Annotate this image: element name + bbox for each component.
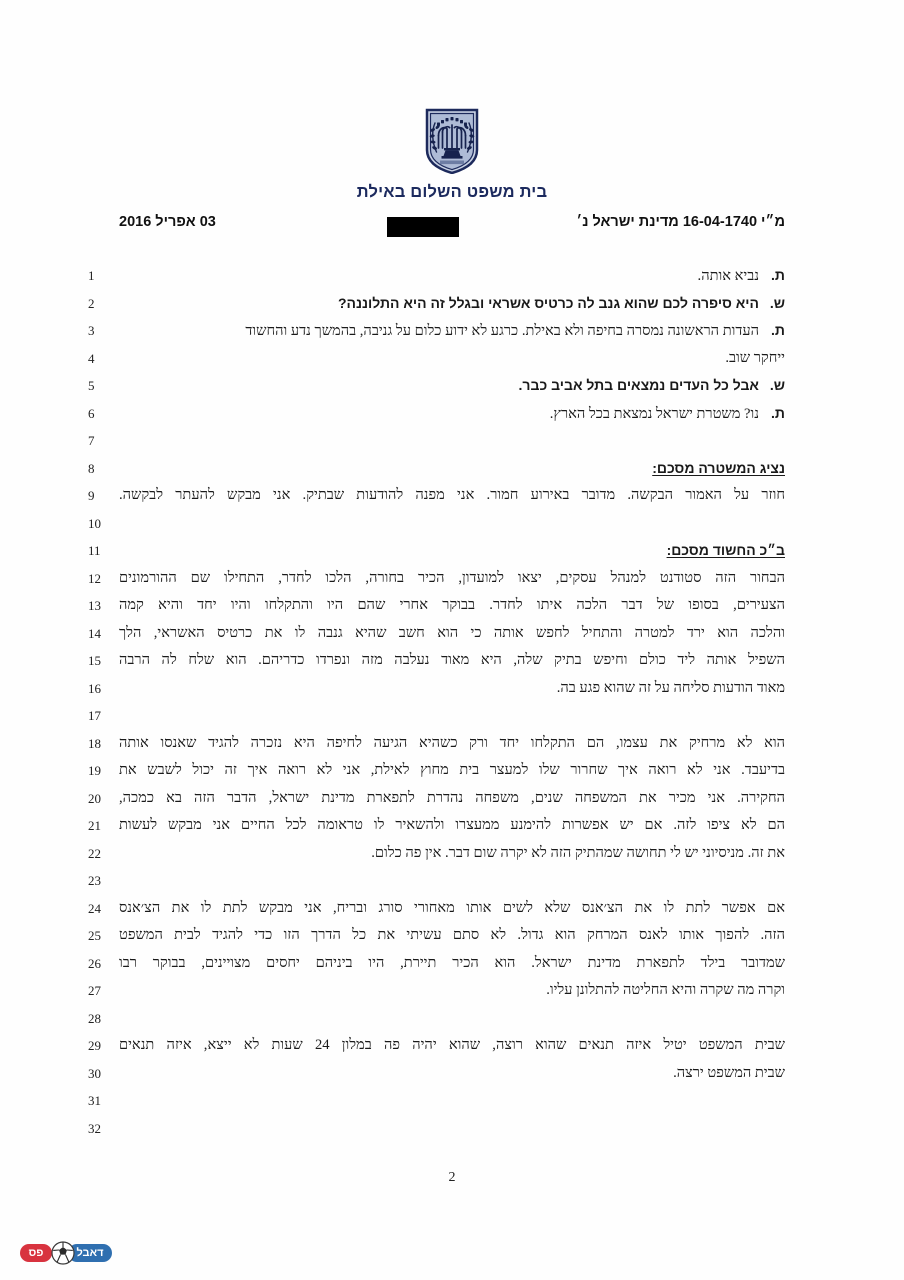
line-number: 12 — [88, 570, 101, 586]
line-number: 9 — [88, 488, 95, 503]
transcript-line — [0, 1060, 904, 1088]
line-number: 16 — [88, 680, 101, 696]
transcript-blank-line — [119, 427, 785, 455]
speaker-mark: ש. — [769, 294, 785, 311]
transcript-qa-line — [119, 400, 785, 428]
transcript-paragraph-line: אם אפשר לתת לו את הצ׳אנס שלא לשים אותו מאחורי סורג ובריח, אני מבקש לתת לו את הצ׳אנס — [119, 899, 785, 916]
transcript-line — [0, 977, 904, 1005]
line-number: 7 — [88, 433, 95, 448]
transcript-line-text: נו? משטרת ישראל נמצאת בכל הארץ. — [549, 405, 759, 422]
transcript-line-text: אבל כל העדים נמצאים בתל אביב כבר. — [518, 377, 759, 393]
transcript-qa-line — [119, 372, 785, 400]
transcript-paragraph-line: הבחור הזה סטודנט למנהל עסקים, יצאו למועדון, הכיר בחורה, הלכו לחדר, התחילו שם ההורמונים — [119, 569, 785, 586]
line-number: 21 — [88, 818, 101, 833]
line-number: 23 — [88, 873, 101, 888]
watermark-right-word: דאבל — [68, 1244, 112, 1262]
speaker-mark: ת. — [771, 267, 785, 283]
transcript-paragraph-line: מאוד הודעות סליחה על זה שהוא פגע בה. — [556, 679, 785, 696]
line-number: 6 — [88, 405, 95, 421]
transcript-line — [0, 1087, 904, 1115]
line-number: 32 — [88, 1120, 101, 1136]
emblem-container — [0, 108, 904, 179]
transcript-paragraph-line: הזה. להפוך אותו לאנס המרחק הוא גדול. לא סתם עשיתי את כל הדרך הזו כדי להגיד לבית המשפט — [119, 927, 785, 943]
transcript-paragraph-line: והלכה הוא ירד למטרה והתחיל לחפש אותה כי הוא חשב שהיא גנבה לו את כרטיס האשראי, הלך — [119, 624, 785, 641]
transcript-line — [0, 537, 904, 565]
transcript-paragraph-line: שבית המשפט יטיל איזה תנאים שהוא רוצה, שהוא יהיה פה במלון 24 שעות לא ייצא, איזה תנאים — [119, 1037, 785, 1053]
line-number: 24 — [88, 900, 101, 916]
transcript-line — [0, 1032, 904, 1060]
line-number: 18 — [88, 735, 101, 751]
transcript-line — [0, 922, 904, 950]
transcript-blank-line — [119, 1087, 785, 1115]
line-number: 20 — [88, 790, 101, 806]
line-number: 19 — [88, 763, 101, 778]
soccer-ball-icon — [51, 1241, 75, 1265]
transcript-line — [0, 262, 904, 290]
line-number: 26 — [88, 955, 101, 971]
transcript-line — [0, 345, 904, 373]
transcript-paragraph-line: שמדובר בילד לתפארת מדינת ישראל. הוא הכיר תיירת, היו ביניהם יחסים מצויינים, בבוקר רבו — [119, 954, 785, 971]
redacted-party-name — [387, 217, 459, 237]
transcript-line — [0, 757, 904, 785]
transcript-line — [0, 1005, 904, 1033]
transcript-paragraph-line: שבית המשפט ירצה. — [673, 1064, 785, 1081]
line-number: 29 — [88, 1038, 101, 1053]
line-number: 3 — [88, 323, 95, 338]
transcript-paragraph-line: הם לא ציפו לזה. אם יש אפשרות להימנע ממעצרו ולהשאיר לו טראומה לכל החיים אני מבקש לעשות — [119, 817, 785, 833]
hearing-date: 03 אפריל 2016 — [119, 214, 216, 230]
line-number: 31 — [88, 1093, 101, 1108]
speaker-mark: ת. — [771, 404, 785, 421]
transcript-line — [0, 372, 904, 400]
case-header-row — [119, 214, 785, 240]
transcript-line — [0, 840, 904, 868]
transcript-qa-line — [119, 262, 785, 290]
transcript-line — [0, 675, 904, 703]
transcript-line — [0, 620, 904, 648]
transcript-qa-line — [119, 317, 785, 345]
transcript-line — [0, 427, 904, 455]
transcript-line — [0, 812, 904, 840]
page-number: 2 — [448, 1170, 456, 1185]
transcript-paragraph-line: החקירה. אני מכיר את המשפחה שנים, משפחה נהדרת לתפארת מדינת ישראל, הדבר הזה בא כמכה, — [119, 789, 785, 806]
transcript-paragraph-line: חוזר על האמור הבקשה. מדובר באירוע חמור. אני מפנה להודעות שבתיק. אני מבקש להעתר לבקשה. — [119, 487, 785, 503]
transcript-line — [0, 510, 904, 538]
transcript-line — [0, 455, 904, 483]
transcript-line-text: נביא אותה. — [697, 268, 759, 284]
line-number: 11 — [88, 543, 101, 558]
line-number: 4 — [88, 350, 95, 366]
transcript-paragraph-line: את זה. מניסיוני יש לי תחושה שמהתיק הזה לא יקרה שום דבר. אין פה כלום. — [371, 844, 785, 861]
transcript-body — [0, 262, 904, 1142]
transcript-paragraph-line: הצעירים, בסופו של דבר הלכה איתו לחדר. בבוקר אחרי שהם היו והתקלחו והיו יחד והיא קמה — [119, 597, 785, 613]
transcript-paragraph-line: בדיעבד. אני לא רואה איך שחרור שלו למעצר בית מחוץ לאילת, אני לא רואה איך זה יכול לשבש את — [119, 762, 785, 778]
section-heading — [119, 455, 785, 483]
transcript-blank-line — [119, 702, 785, 730]
section-heading-text: נציג המשטרה מסכם: — [652, 459, 785, 476]
transcript-line — [0, 565, 904, 593]
line-number: 22 — [88, 845, 101, 861]
line-number: 1 — [88, 268, 95, 283]
court-title: בית משפט השלום באילת — [356, 183, 548, 201]
transcript-line — [0, 867, 904, 895]
transcript-blank-line — [119, 510, 785, 538]
line-number: 8 — [88, 460, 95, 476]
transcript-line-text: היא סיפרה לכם שהוא גנב לה כרטיס אשראי ובגלל זה היא התלוננה? — [337, 294, 759, 311]
transcript-blank-line — [119, 1115, 785, 1143]
transcript-line-text: העדות הראשונה נמסרה בחיפה ולא באילת. כרגע לא ידוע כלום על גניבה, בהמשך נדע והחשוד — [245, 323, 759, 339]
transcript-blank-line — [119, 867, 785, 895]
line-number: 13 — [88, 598, 101, 613]
transcript-paragraph-line: וקרה מה שקרה והיא החליטה להתלונן עליו. — [546, 982, 785, 998]
line-number: 27 — [88, 983, 101, 998]
transcript-paragraph-line: השפיל אותה ליד כולם וחיפש בתיק שלה, היא מאוד נעלבה מזה ונפרדו כדריהם. הוא שלח לה הרבה — [119, 652, 785, 668]
transcript-line — [0, 895, 904, 923]
israel-state-emblem-icon — [424, 108, 480, 174]
section-heading-text: ב״כ החשוד מסכם: — [666, 542, 785, 558]
watermark-left-word: פס — [20, 1244, 52, 1262]
line-number: 15 — [88, 653, 101, 668]
transcript-line — [0, 785, 904, 813]
section-heading — [119, 537, 785, 565]
transcript-line — [0, 1115, 904, 1143]
line-number: 2 — [88, 295, 95, 311]
transcript-line — [0, 400, 904, 428]
transcript-paragraph-line: הוא לא מרחיק את עצמו, הם התקלחו יחד ורק כשהיא הגיעה לחיפה היא נזכרה להגיד שאנסו אותה — [119, 734, 785, 751]
speaker-mark: ת. — [771, 322, 785, 338]
transcript-line — [0, 702, 904, 730]
transcript-line — [0, 592, 904, 620]
speaker-mark: ש. — [769, 377, 785, 393]
transcript-paragraph-line: ייחקר שוב. — [725, 349, 785, 366]
transcript-blank-line — [119, 1005, 785, 1033]
line-number: 17 — [88, 708, 101, 723]
transcript-qa-line — [119, 290, 785, 318]
line-number: 28 — [88, 1010, 101, 1026]
line-number: 5 — [88, 378, 95, 393]
transcript-line — [0, 730, 904, 758]
line-number: 30 — [88, 1065, 101, 1081]
transcript-line — [0, 290, 904, 318]
line-number: 25 — [88, 928, 101, 943]
transcript-line — [0, 950, 904, 978]
transcript-line — [0, 317, 904, 345]
line-number: 10 — [88, 515, 101, 531]
case-number: מ״י 16-04-1740 מדינת ישראל נ׳ — [576, 214, 785, 230]
line-number: 14 — [88, 625, 101, 641]
doublepass-watermark-logo — [20, 1240, 112, 1266]
transcript-line — [0, 647, 904, 675]
transcript-line — [0, 482, 904, 510]
